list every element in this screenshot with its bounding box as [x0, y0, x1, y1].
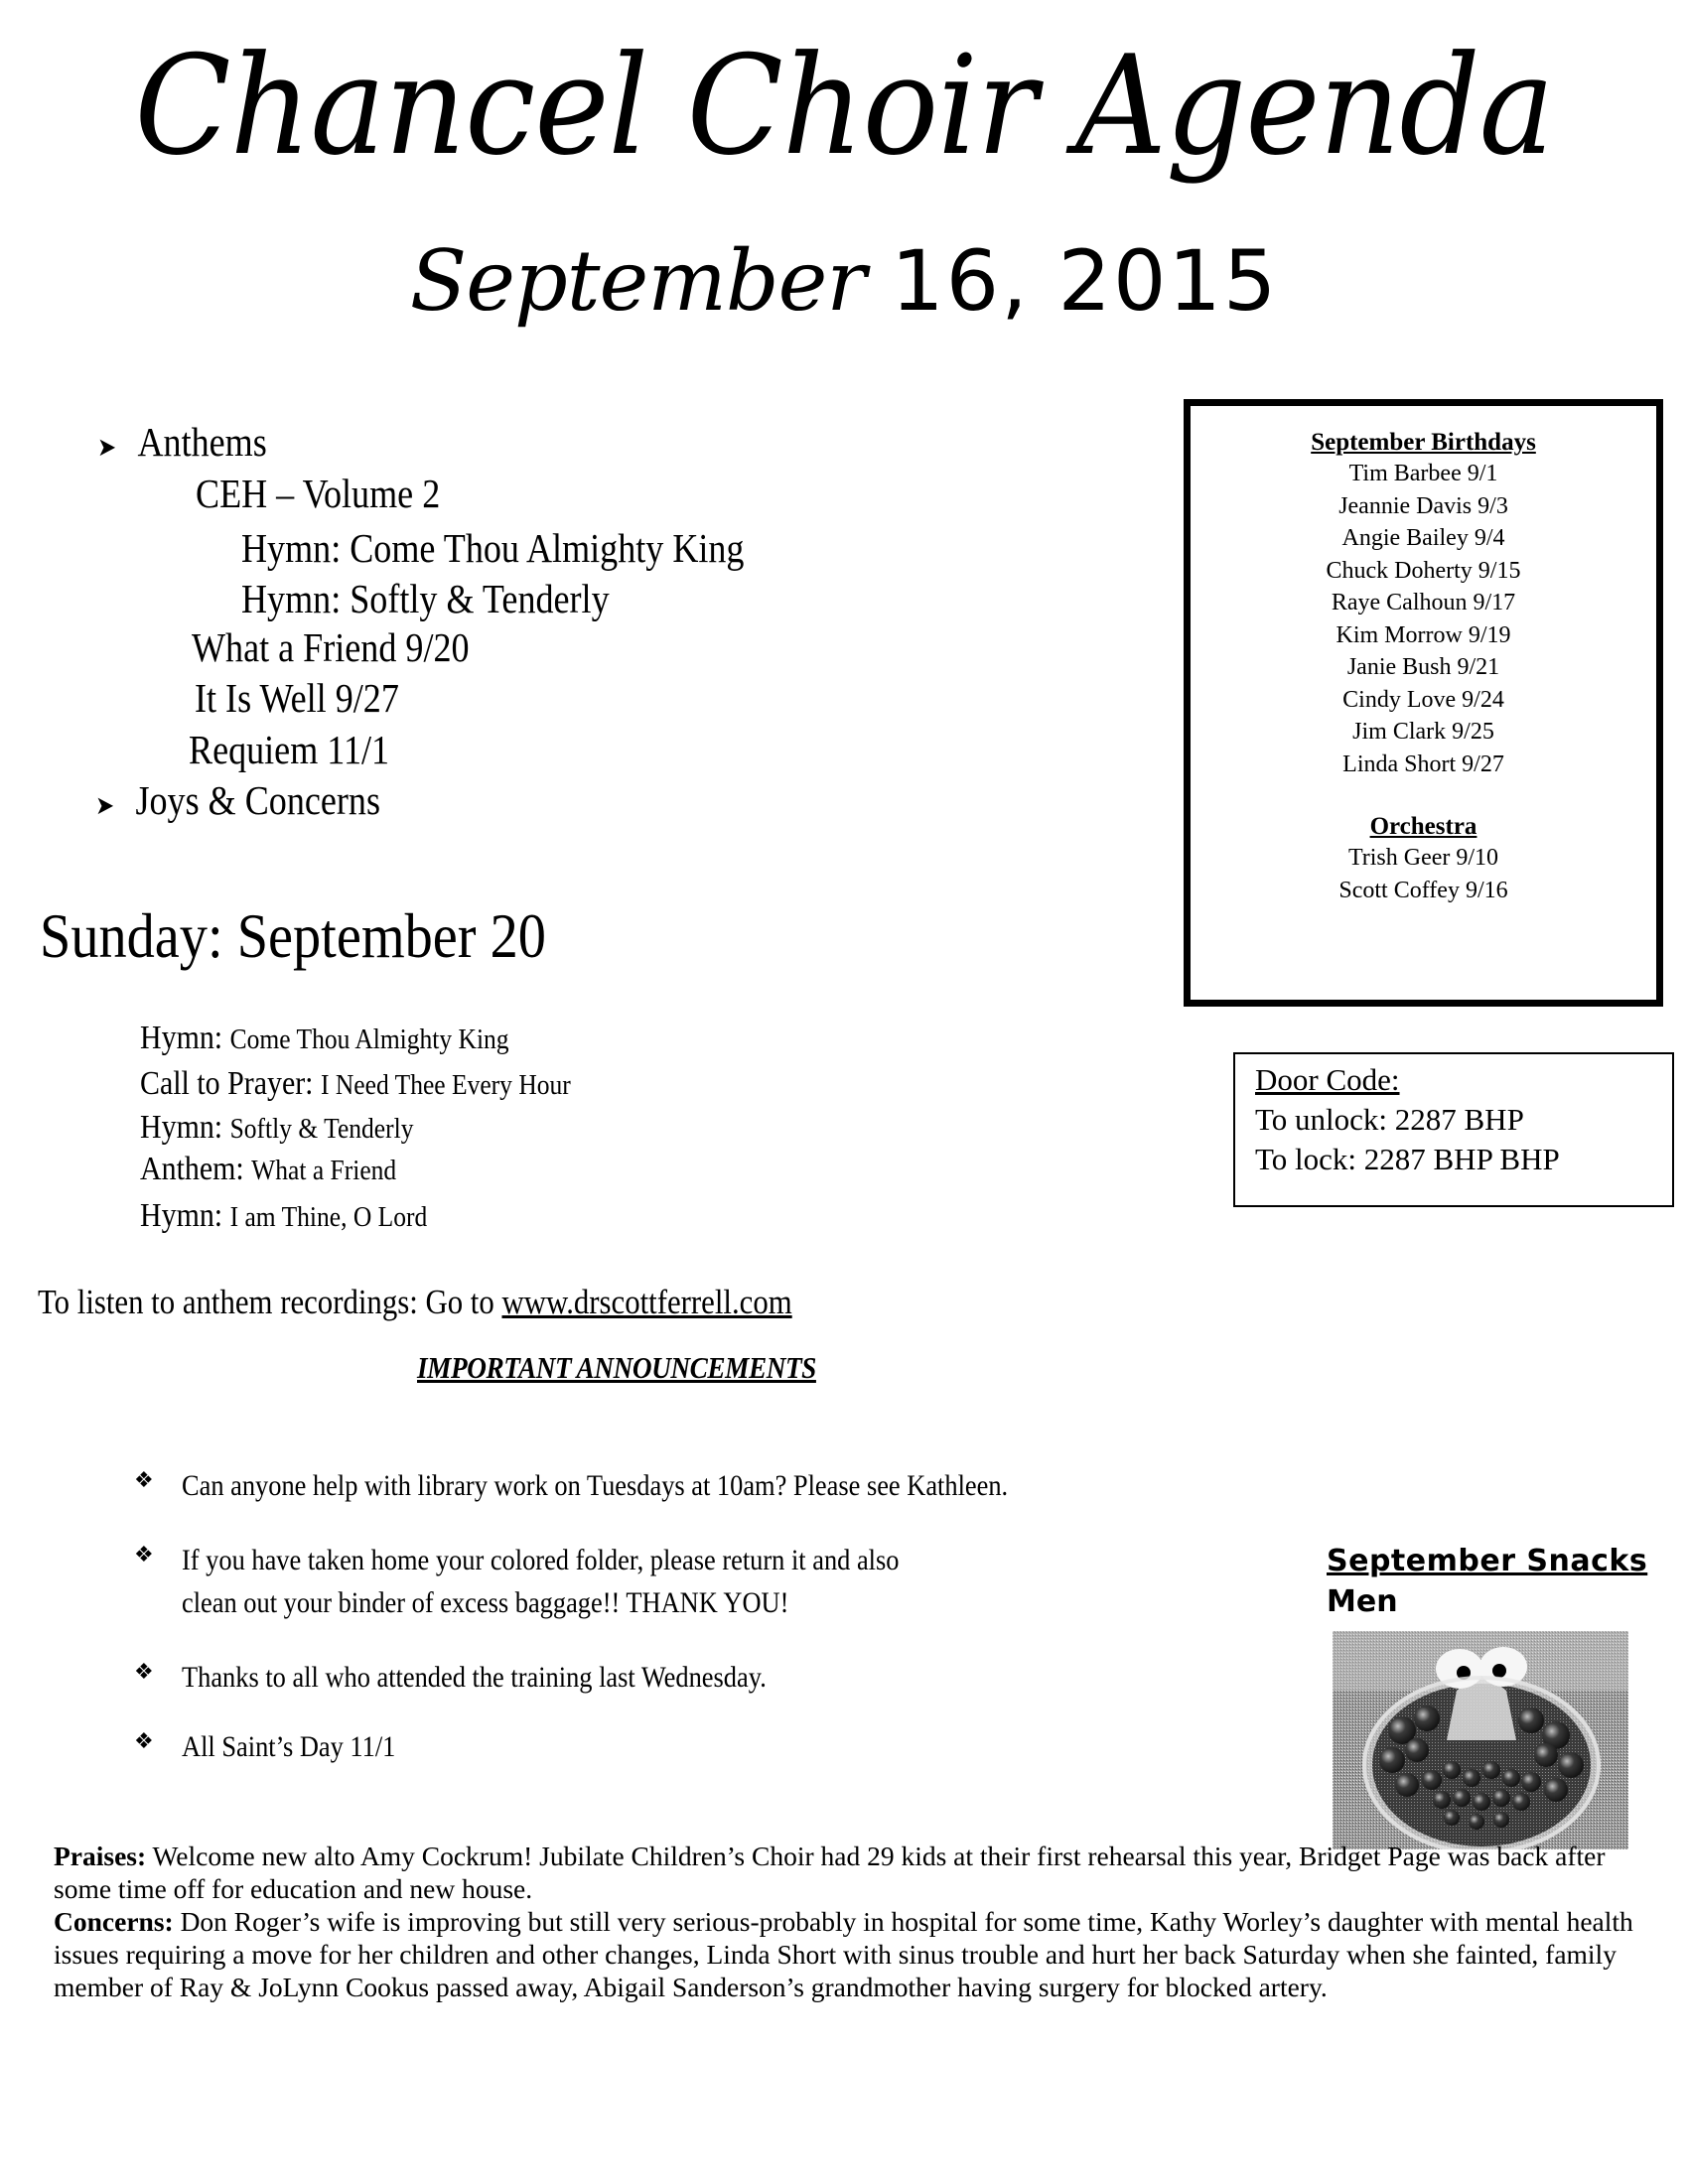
agenda-item-label: Anthems [137, 419, 267, 465]
agenda-item-joys-concerns [95, 775, 380, 831]
agenda-subitem: Requiem 11/1 [189, 727, 390, 772]
birthdays-heading: September Birthdays [1311, 429, 1536, 456]
birthday-entry: Linda Short 9/27 [1342, 751, 1504, 777]
page-title: Chancel Choir Agenda [134, 26, 1554, 186]
agenda-subitem: Hymn: Come Thou Almighty King [241, 525, 745, 571]
date-day-year: 16, 2015 [891, 232, 1279, 330]
orchestra-heading: Orchestra [1369, 813, 1477, 840]
service-value: I am Thine, O Lord [229, 1201, 428, 1233]
orchestra-birthday-entry: Trish Geer 9/10 [1347, 845, 1499, 871]
snacks-heading: September Snacks [1327, 1544, 1648, 1578]
four-diamond-icon: ❖ [134, 1728, 154, 1753]
service-value: What a Friend [251, 1155, 397, 1186]
recordings-text: To listen to anthem recordings: Go to [38, 1283, 502, 1321]
service-label: Anthem: [140, 1151, 252, 1187]
service-label: Hymn: [140, 1197, 230, 1234]
service-item [140, 1064, 571, 1105]
announcements-heading: IMPORTANT ANNOUNCEMENTS [417, 1350, 816, 1385]
service-value: I Need Thee Every Hour [320, 1069, 571, 1101]
door-code-heading: Door Code: [1255, 1062, 1400, 1097]
announcement-item: Can anyone help with library work on Tuesdays at 10am? Please see Kathleen. [182, 1469, 1009, 1502]
section-spacer [1191, 780, 1656, 812]
recordings-link[interactable]: www.drscottferrell.com [501, 1283, 792, 1321]
sunday-heading: Sunday: September 20 [40, 900, 546, 971]
birthday-entry: Tim Barbee 9/1 [1348, 461, 1498, 486]
birthdays-box [1184, 399, 1663, 1007]
birthday-entry: Angie Bailey 9/4 [1341, 525, 1505, 551]
date-month: September [409, 232, 866, 330]
praises-text: Welcome new alto Amy Cockrum! Jubilate Children’s Choir had 29 kids at their first rehearsal this year, Bridget Page was back after some time off for education and new house. [54, 1841, 1606, 1904]
service-value: Come Thou Almighty King [229, 1024, 509, 1055]
announcement-item: Thanks to all who attended the training last Wednesday. [182, 1661, 767, 1694]
birthday-entry: Jim Clark 9/25 [1352, 719, 1494, 745]
arrowhead-icon: ➤ [95, 791, 115, 820]
snack-bowl-photo [1333, 1631, 1628, 1849]
concerns-text: Don Roger’s wife is improving but still very serious-probably in hospital for some time, Kathy Worley’s daughter with mental health issues requiring a move for her children and other changes, Linda Short with sinus trouble and hurt her back Saturday when she fainted, family member of Ray & JoLynn Cookus passed away, Abigail Sanderson’s grandmother having surgery for blocked artery. [54, 1906, 1633, 2002]
snacks-group: Men [1327, 1584, 1398, 1619]
agenda-subitem: It Is Well 9/27 [195, 675, 399, 721]
service-value: Softly & Tenderly [229, 1113, 414, 1145]
door-code-unlock: To unlock: 2287 BHP [1255, 1102, 1524, 1137]
agenda-date [0, 226, 1688, 336]
concerns-label: Concerns: [54, 1906, 174, 1937]
announcement-item: All Saint’s Day 11/1 [182, 1730, 396, 1763]
praises-paragraph [54, 1840, 1642, 1905]
four-diamond-icon: ❖ [134, 1659, 154, 1684]
announcement-item-continued: clean out your binder of excess baggage!! THANK YOU! [182, 1586, 789, 1619]
concerns-paragraph [54, 1905, 1642, 2003]
praises-concerns [54, 1840, 1642, 2003]
praises-label: Praises: [54, 1841, 147, 1871]
arrowhead-icon: ➤ [97, 433, 117, 462]
birthday-entry: Chuck Doherty 9/15 [1326, 557, 1521, 584]
agenda-subitem: CEH – Volume 2 [196, 471, 441, 516]
birthday-entry: Cindy Love 9/24 [1342, 686, 1504, 713]
orchestra-birthday-entry: Scott Coffey 9/16 [1338, 877, 1508, 903]
door-code-lock: To lock: 2287 BHP BHP [1255, 1142, 1560, 1176]
service-item [140, 1150, 396, 1190]
agenda-item-anthems [97, 417, 267, 473]
birthday-entry: Kim Morrow 9/19 [1336, 621, 1511, 648]
snack-bowl-image [1333, 1631, 1628, 1849]
announcement-item: If you have taken home your colored folder, please return it and also [182, 1544, 900, 1576]
service-label: Call to Prayer: [140, 1065, 321, 1102]
door-code-box [1233, 1052, 1674, 1207]
birthday-entry: Jeannie Davis 9/3 [1338, 492, 1508, 519]
service-item [140, 1108, 413, 1149]
agenda-subitem: Hymn: Softly & Tenderly [241, 576, 610, 621]
service-item [140, 1019, 509, 1059]
recordings-line [38, 1281, 792, 1324]
four-diamond-icon: ❖ [134, 1542, 154, 1567]
agenda-subitem: What a Friend 9/20 [192, 624, 470, 670]
birthday-entry: Janie Bush 9/21 [1346, 654, 1500, 680]
four-diamond-icon: ❖ [134, 1467, 154, 1492]
agenda-item-label: Joys & Concerns [135, 777, 381, 823]
service-item [140, 1196, 427, 1237]
birthday-entry: Raye Calhoun 9/17 [1331, 590, 1516, 615]
service-label: Hymn: [140, 1109, 230, 1146]
service-label: Hymn: [140, 1020, 230, 1056]
